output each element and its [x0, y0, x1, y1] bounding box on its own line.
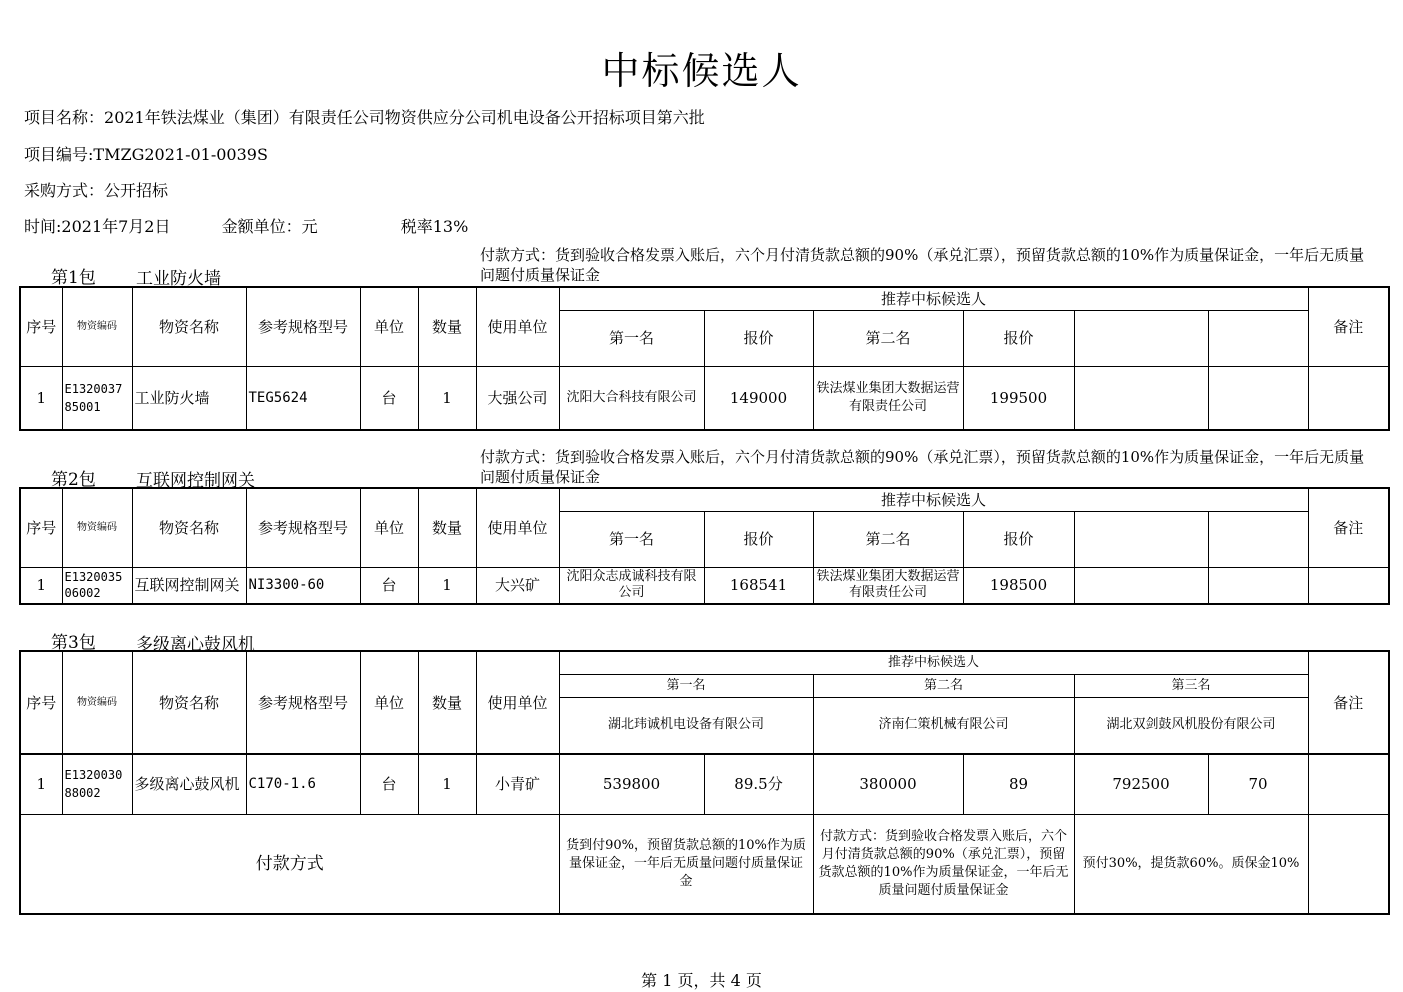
purchase-method-label: 采购方式：: [24, 181, 105, 200]
header-qty: 数量: [418, 651, 476, 754]
header-unit: 单位: [360, 488, 418, 567]
header-qty: 数量: [418, 488, 476, 567]
cell-remark: [1308, 567, 1389, 604]
header-unit: 单位: [360, 287, 418, 366]
header-first: 第一名: [559, 674, 813, 697]
page-title: 中标候选人: [601, 49, 802, 93]
empty-cell: [1074, 511, 1208, 567]
second-candidate: 济南仁策机械有限公司: [813, 697, 1074, 754]
cell-seq: 1: [20, 567, 62, 604]
package-2-table: [19, 487, 1390, 605]
cell-second-price: 198500: [963, 567, 1074, 604]
payment-label: 付款方式: [20, 814, 559, 914]
project-code-label: 项目编号:: [24, 145, 94, 164]
cell-remark: [1308, 366, 1389, 430]
third-candidate: 湖北双剑鼓风机股份有限公司: [1074, 697, 1308, 754]
empty-cell: [1208, 511, 1308, 567]
header-recommend: 推荐中标候选人: [559, 287, 1308, 310]
header-code: 物资编码: [62, 287, 132, 366]
package-1-item: 工业防火墙: [136, 269, 221, 289]
header-second: 第二名: [813, 310, 963, 366]
cell-name: 工业防火墙: [132, 366, 246, 430]
cell-spec: NI3300-60: [246, 567, 360, 604]
amount-unit-label: 金额单位：: [221, 217, 302, 236]
header-user: 使用单位: [476, 488, 559, 567]
cell-first-price: 168541: [704, 567, 813, 604]
project-code-line: [24, 142, 268, 165]
amount-unit: 元: [301, 217, 318, 236]
package-1-label: 第1包: [51, 268, 96, 288]
package-3-label: 第3包: [51, 633, 96, 653]
header-third: 第三名: [1074, 674, 1308, 697]
cell-unit: 台: [360, 567, 418, 604]
empty-cell: [1208, 366, 1308, 430]
table-row: [20, 567, 1389, 604]
cell-qty: 1: [418, 754, 476, 814]
header-recommend: 推荐中标候选人: [559, 651, 1308, 674]
cell-qty: 1: [418, 567, 476, 604]
empty-cell: [1074, 366, 1208, 430]
header-code: 物资编码: [62, 488, 132, 567]
project-code: TMZG2021-01-0039S: [93, 145, 268, 164]
cell-seq: 1: [20, 754, 62, 814]
cell-second: 铁法煤业集团大数据运营有限责任公司: [813, 366, 963, 430]
header-recommend: 推荐中标候选人: [559, 488, 1308, 511]
cell-code: E132003088002: [62, 754, 132, 814]
header-seq: 序号: [20, 488, 62, 567]
header-user: 使用单位: [476, 651, 559, 754]
cell-user: 大强公司: [476, 366, 559, 430]
empty-cell: [1074, 310, 1208, 366]
header-user: 使用单位: [476, 287, 559, 366]
table-row: [20, 754, 1389, 814]
header-remark: 备注: [1308, 651, 1389, 754]
header-remark: 备注: [1308, 287, 1389, 366]
payment-second: 付款方式：货到验收合格发票入账后，六个月付清货款总额的90%（承兑汇票），预留货款总额的10%作为质量保证金，一年后无质量问题付质量保证金: [813, 814, 1074, 914]
header-code: 物资编码: [62, 651, 132, 754]
tax-rate: 税率13%: [400, 217, 469, 236]
header-price: 报价: [704, 310, 813, 366]
cell-first: 沈阳众志成诚科技有限公司: [559, 567, 704, 604]
cell-first: 沈阳大合科技有限公司: [559, 366, 704, 430]
cell-name: 互联网控制网关: [132, 567, 246, 604]
cell-third-score: 70: [1208, 754, 1308, 814]
empty-cell: [1208, 567, 1308, 604]
empty-cell: [1208, 310, 1308, 366]
cell-second-score: 89: [963, 754, 1074, 814]
header-first: 第一名: [559, 511, 704, 567]
cell-second-price: 199500: [963, 366, 1074, 430]
header-second: 第二名: [813, 511, 963, 567]
package-3-item: 多级离心鼓风机: [136, 635, 255, 655]
package-1-payment-note: 付款方式：货到验收合格发票入账后，六个月付清货款总额的90%（承兑汇票），预留货款总额的10%作为质量保证金，一年后无质量问题付质量保证金: [480, 246, 1365, 284]
payment-row: [20, 814, 1389, 914]
header-spec: 参考规格型号: [246, 651, 360, 754]
project-name: 2021年铁法煤业（集团）有限责任公司物资供应分公司机电设备公开招标项目第六批: [104, 108, 705, 127]
package-1-table: [19, 286, 1390, 431]
cell-code: E132003785001: [62, 366, 132, 430]
cell-first-score: 89.5分: [704, 754, 813, 814]
package-2-item: 互联网控制网关: [136, 471, 255, 491]
purchase-method: 公开招标: [104, 181, 169, 200]
header-seq: 序号: [20, 651, 62, 754]
time-value: 2021年7月2日: [61, 217, 171, 236]
header-price: 报价: [963, 511, 1074, 567]
cell-user: 小青矿: [476, 754, 559, 814]
header-first: 第一名: [559, 310, 704, 366]
payment-first: 货到付90%，预留货款总额的10%作为质量保证金，一年后无质量问题付质量保证金: [559, 814, 813, 914]
page-footer: 第 1 页，共 4 页: [641, 971, 762, 990]
table-row: [20, 366, 1389, 430]
cell-remark: [1308, 754, 1389, 814]
cell-unit: 台: [360, 754, 418, 814]
project-name-label: 项目名称：: [24, 108, 105, 127]
header-spec: 参考规格型号: [246, 287, 360, 366]
package-2-payment-note: 付款方式：货到验收合格发票入账后，六个月付清货款总额的90%（承兑汇票），预留货款总额的10%作为质量保证金，一年后无质量问题付质量保证金: [480, 448, 1365, 486]
header-price: 报价: [704, 511, 813, 567]
header-seq: 序号: [20, 287, 62, 366]
package-3-table: [19, 650, 1390, 915]
header-unit: 单位: [360, 651, 418, 754]
package-2-label: 第2包: [51, 470, 96, 490]
payment-third: 预付30%，提货款60%。质保金10%: [1074, 814, 1308, 914]
cell-unit: 台: [360, 366, 418, 430]
cell-seq: 1: [20, 366, 62, 430]
cell-name: 多级离心鼓风机: [132, 754, 246, 814]
cell-qty: 1: [418, 366, 476, 430]
header-second: 第二名: [813, 674, 1074, 697]
cell-third-price: 792500: [1074, 754, 1208, 814]
header-qty: 数量: [418, 287, 476, 366]
header-spec: 参考规格型号: [246, 488, 360, 567]
cell-second-price: 380000: [813, 754, 963, 814]
header-name: 物资名称: [132, 651, 246, 754]
header-name: 物资名称: [132, 488, 246, 567]
header-remark: 备注: [1308, 488, 1389, 567]
cell-first-price: 149000: [704, 366, 813, 430]
cell-second: 铁法煤业集团大数据运营有限责任公司: [813, 567, 963, 604]
header-price: 报价: [963, 310, 1074, 366]
purchase-method-line: [24, 178, 168, 201]
header-name: 物资名称: [132, 287, 246, 366]
cell-code: E132003506002: [62, 567, 132, 604]
empty-cell: [1074, 567, 1208, 604]
project-name-line: [24, 105, 705, 128]
first-candidate: 湖北玮诚机电设备有限公司: [559, 697, 813, 754]
cell-first-price: 539800: [559, 754, 704, 814]
time-line: [24, 214, 468, 237]
empty-cell: [1308, 814, 1389, 914]
time-label: 时间:: [24, 217, 62, 236]
cell-spec: TEG5624: [246, 366, 360, 430]
cell-spec: C170-1.6: [246, 754, 360, 814]
cell-user: 大兴矿: [476, 567, 559, 604]
